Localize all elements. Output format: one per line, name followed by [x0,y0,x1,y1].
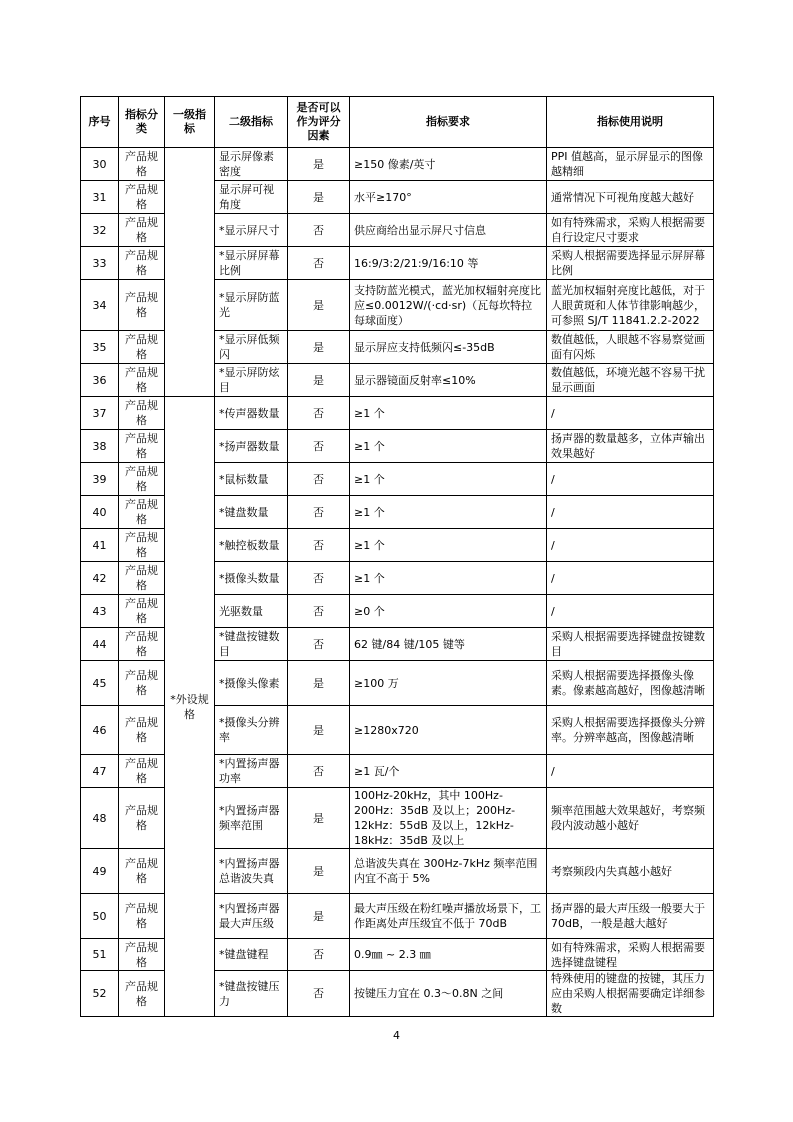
row-requirement: ≥1 瓦/个 [350,755,547,788]
row-scoring: 是 [288,849,350,894]
row-requirement: 0.9㎜ ~ 2.3 ㎜ [350,939,547,971]
row-usage-note: 频率范围越大效果越好，考察频段内波动越小越好 [547,788,714,849]
row-requirement: 按键压力宜在 0.3～0.8N 之间 [350,971,547,1017]
row-category: 产品规格 [119,247,165,280]
row-number: 46 [81,706,119,755]
row-scoring: 否 [288,755,350,788]
row-level2: *内置扬声器功率 [215,755,288,788]
row-requirement: 显示器镜面反射率≤10% [350,364,547,397]
row-usage-note: 如有特殊需求，采购人根据需要选择键盘键程 [547,939,714,971]
row-usage-note: 采购人根据需要选择显示屏屏幕比例 [547,247,714,280]
row-number: 52 [81,971,119,1017]
row-usage-note: 如有特殊需求，采购人根据需要自行设定尺寸要求 [547,214,714,247]
row-category: 产品规格 [119,148,165,181]
row-requirement: ≥100 万 [350,661,547,706]
row-requirement: 水平≥170° [350,181,547,214]
row-category: 产品规格 [119,181,165,214]
row-category: 产品规格 [119,706,165,755]
row-scoring: 否 [288,430,350,463]
row-level2: *显示屏防炫目 [215,364,288,397]
row-category: 产品规格 [119,971,165,1017]
row-number: 47 [81,755,119,788]
row-category: 产品规格 [119,430,165,463]
row-number: 41 [81,529,119,562]
row-level2: *键盘按键数目 [215,628,288,661]
row-number: 34 [81,280,119,331]
row-level2: 显示屏可视角度 [215,181,288,214]
row-category: 产品规格 [119,280,165,331]
row-number: 32 [81,214,119,247]
row-level2: *扬声器数量 [215,430,288,463]
row-usage-note: / [547,595,714,628]
row-category: 产品规格 [119,628,165,661]
header-level1: 一级指标 [165,97,215,148]
row-number: 50 [81,894,119,939]
row-number: 51 [81,939,119,971]
row-number: 43 [81,595,119,628]
table-row [81,397,714,430]
row-usage-note: 扬声器的数量越多，立体声输出效果越好 [547,430,714,463]
row-level2: *鼠标数量 [215,463,288,496]
row-level2: *内置扬声器频率范围 [215,788,288,849]
row-usage-note: / [547,529,714,562]
row-number: 37 [81,397,119,430]
row-requirement: ≥1 个 [350,430,547,463]
row-usage-note: 数值越低，环境光越不容易干扰显示画面 [547,364,714,397]
row-requirement: ≥1 个 [350,397,547,430]
row-scoring: 否 [288,463,350,496]
row-category: 产品规格 [119,595,165,628]
row-number: 45 [81,661,119,706]
row-category: 产品规格 [119,397,165,430]
row-scoring: 否 [288,397,350,430]
row-usage-note: 通常情况下可视角度越大越好 [547,181,714,214]
row-usage-note: / [547,496,714,529]
row-scoring: 是 [288,661,350,706]
row-level2: *摄像头分辨率 [215,706,288,755]
row-level2: *触控板数量 [215,529,288,562]
row-level2: *键盘键程 [215,939,288,971]
row-category: 产品规格 [119,331,165,364]
table-body [81,148,714,1017]
row-number: 33 [81,247,119,280]
row-scoring: 是 [288,148,350,181]
row-number: 44 [81,628,119,661]
row-level2: 光驱数量 [215,595,288,628]
row-level2: *显示屏防蓝光 [215,280,288,331]
row-level2: *显示屏低频闪 [215,331,288,364]
row-scoring: 否 [288,971,350,1017]
row-number: 36 [81,364,119,397]
row-usage-note: 蓝光加权辐射亮度比越低，对于人眼黄斑和人体节律影响越少，可参照 SJ/T 11841.2.2-2022 [547,280,714,331]
row-category: 产品规格 [119,788,165,849]
row-requirement: ≥1 个 [350,529,547,562]
row-requirement: 62 键/84 键/105 键等 [350,628,547,661]
header-category: 指标分类 [119,97,165,148]
row-usage-note: / [547,463,714,496]
row-number: 39 [81,463,119,496]
row-scoring: 否 [288,214,350,247]
row-category: 产品规格 [119,364,165,397]
row-requirement: ≥1 个 [350,496,547,529]
level1-group: *外设规格 [165,397,215,1017]
row-category: 产品规格 [119,463,165,496]
row-requirement: ≥1 个 [350,562,547,595]
row-usage-note: / [547,755,714,788]
row-requirement: 16:9/3:2/21:9/16:10 等 [350,247,547,280]
row-scoring: 是 [288,706,350,755]
row-scoring: 是 [288,331,350,364]
row-number: 49 [81,849,119,894]
row-level2: *传声器数量 [215,397,288,430]
table-header-row [81,97,714,148]
row-usage-note: 采购人根据需要选择摄像头像素。像素越高越好，图像越清晰 [547,661,714,706]
row-requirement: ≥150 像素/英寸 [350,148,547,181]
row-category: 产品规格 [119,529,165,562]
row-usage-note: 采购人根据需要选择摄像头分辨率。分辨率越高，图像越清晰 [547,706,714,755]
row-scoring: 否 [288,595,350,628]
row-requirement: 100Hz-20kHz，其中 100Hz-200Hz：35dB 及以上；200Hz-12kHz：55dB 及以上，12kHz-18kHz：35dB 及以上 [350,788,547,849]
row-number: 42 [81,562,119,595]
header-scoring: 是否可以作为评分因素 [288,97,350,148]
header-no: 序号 [81,97,119,148]
row-category: 产品规格 [119,894,165,939]
row-category: 产品规格 [119,496,165,529]
row-level2: *键盘数量 [215,496,288,529]
row-number: 38 [81,430,119,463]
row-requirement: 支持防蓝光模式，蓝光加权辐射亮度比应≤0.0012W/(·cd·sr)（瓦每坎特拉每球面度） [350,280,547,331]
row-category: 产品规格 [119,755,165,788]
row-level2: *内置扬声器最大声压级 [215,894,288,939]
row-number: 31 [81,181,119,214]
row-level2: *显示屏尺寸 [215,214,288,247]
row-scoring: 是 [288,894,350,939]
row-category: 产品规格 [119,661,165,706]
row-category: 产品规格 [119,214,165,247]
row-usage-note: 采购人根据需要选择键盘按键数目 [547,628,714,661]
header-requirement: 指标要求 [350,97,547,148]
row-scoring: 是 [288,181,350,214]
row-number: 30 [81,148,119,181]
row-scoring: 否 [288,496,350,529]
header-level2: 二级指标 [215,97,288,148]
row-scoring: 否 [288,628,350,661]
row-number: 48 [81,788,119,849]
row-requirement: ≥1 个 [350,463,547,496]
row-category: 产品规格 [119,562,165,595]
row-usage-note: 扬声器的最大声压级一般要大于 70dB，一般是越大越好 [547,894,714,939]
page-number: 4 [393,1029,400,1042]
row-usage-note: 考察频段内失真越小越好 [547,849,714,894]
row-number: 35 [81,331,119,364]
row-level2: *键盘按键压力 [215,971,288,1017]
spec-table [80,96,714,1017]
row-requirement: 最大声压级在粉红噪声播放场景下，工作距离处声压级宜不低于 70dB [350,894,547,939]
row-scoring: 否 [288,562,350,595]
row-requirement: 供应商给出显示屏尺寸信息 [350,214,547,247]
row-requirement: ≥1280x720 [350,706,547,755]
row-usage-note: 特殊使用的键盘的按键，其压力应由采购人根据需要确定详细参数 [547,971,714,1017]
row-scoring: 是 [288,788,350,849]
row-level2: *显示屏屏幕比例 [215,247,288,280]
row-scoring: 否 [288,247,350,280]
row-number: 40 [81,496,119,529]
row-requirement: 显示屏应支持低频闪≤-35dB [350,331,547,364]
row-level2: 显示屏像素密度 [215,148,288,181]
row-scoring: 否 [288,529,350,562]
row-level2: *摄像头数量 [215,562,288,595]
row-scoring: 是 [288,364,350,397]
row-category: 产品规格 [119,849,165,894]
row-requirement: ≥0 个 [350,595,547,628]
row-category: 产品规格 [119,939,165,971]
table-row [81,148,714,181]
row-level2: *摄像头像素 [215,661,288,706]
row-usage-note: 数值越低，人眼越不容易察觉画面有闪烁 [547,331,714,364]
row-usage-note: / [547,562,714,595]
row-usage-note: / [547,397,714,430]
row-scoring: 是 [288,280,350,331]
row-level2: *内置扬声器总谐波失真 [215,849,288,894]
row-scoring: 否 [288,939,350,971]
level1-cell-empty [165,148,215,397]
header-usage-note: 指标使用说明 [547,97,714,148]
row-requirement: 总谐波失真在 300Hz-7kHz 频率范围内宜不高于 5% [350,849,547,894]
row-usage-note: PPI 值越高，显示屏显示的图像越精细 [547,148,714,181]
